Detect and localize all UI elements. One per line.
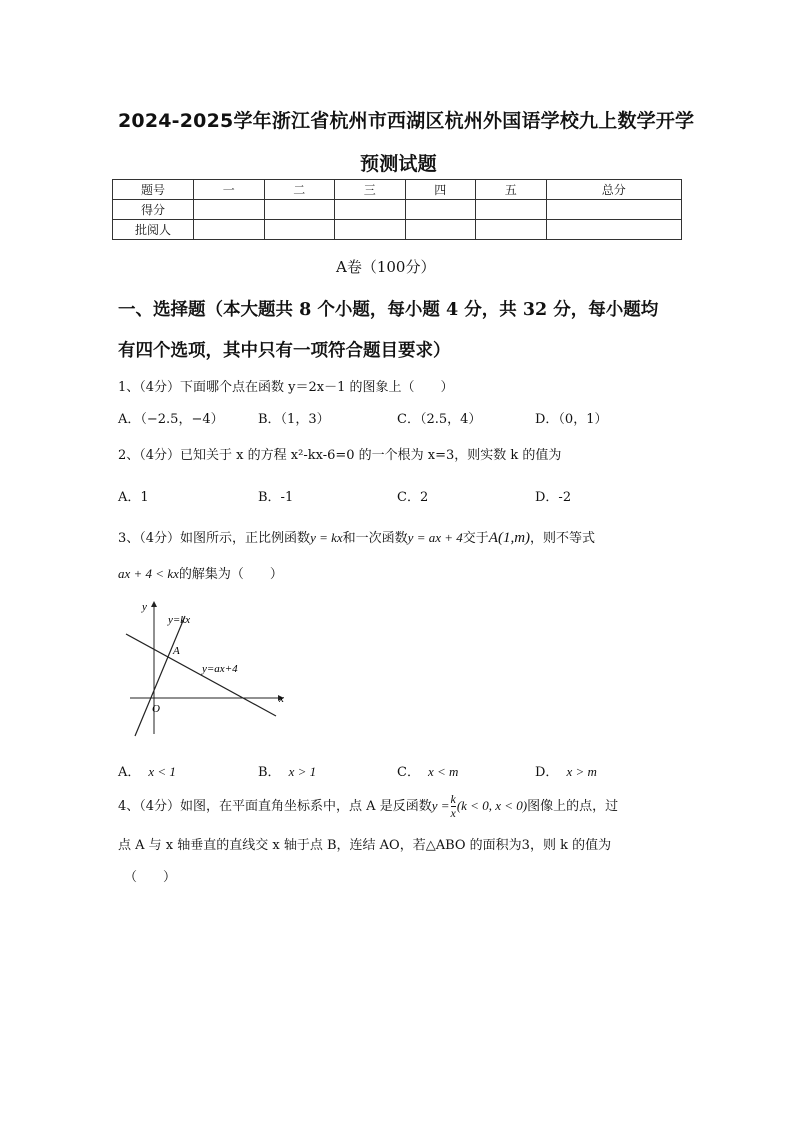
score-table-cell: 得分 xyxy=(113,200,194,220)
score-table-row xyxy=(113,200,682,220)
x-axis-label: x xyxy=(279,693,284,705)
origin-label: O xyxy=(152,703,160,715)
math-expression: x < m xyxy=(427,764,459,779)
math-expression: x < 1 xyxy=(148,764,176,779)
q1-option-b: B．（1，3） xyxy=(258,412,330,427)
question-text: 下面哪个点在函数 y＝2x－1 的图象上（ ） xyxy=(180,380,454,395)
part1-heading-line2: 有四个选项，其中只有一项符合题目要求） xyxy=(118,341,451,361)
math-expression: x > 1 xyxy=(288,764,317,779)
score-table-cell: 题号 xyxy=(113,180,194,200)
question-text: 已知关于 x 的方程 x²-kx-6=0 的一个根为 x=3，则实数 k 的值为 xyxy=(180,448,562,463)
score-cell xyxy=(335,220,406,240)
math-expression: A(1,m) xyxy=(488,530,531,546)
fraction: $\frac{k}{x}$ xyxy=(450,792,456,820)
question-1 xyxy=(118,376,454,395)
q2-option-a: A．1 xyxy=(118,490,149,505)
score-table-cell: 三 xyxy=(335,180,406,200)
q3-option-a: A． x < 1 xyxy=(118,764,176,780)
score-cell xyxy=(546,220,682,240)
score-cell xyxy=(194,200,265,220)
score-table-row xyxy=(113,220,682,240)
math-expression: y = kx xyxy=(310,530,343,545)
q1-option-a: A．（−2.5，−4） xyxy=(118,412,224,427)
line-y-kx xyxy=(135,616,185,736)
math-expression: ax + 4 < kx xyxy=(118,566,179,581)
q2-option-d: D．-2 xyxy=(535,490,572,505)
question-4 xyxy=(118,791,618,822)
score-table xyxy=(112,179,682,240)
function-graph xyxy=(118,596,298,741)
question-4-line2: 点 A 与 x 轴垂直的直线交 x 轴于点 B，连结 AO，若△ABO 的面积为3，则 k 的值为 xyxy=(118,838,612,853)
score-table-cell: 五 xyxy=(476,180,547,200)
q3-option-d: D． x > m xyxy=(535,764,597,780)
math-expression: y = ax + 4 xyxy=(407,530,463,545)
q1-option-d: D．（0，1） xyxy=(535,412,608,427)
score-cell xyxy=(405,220,476,240)
score-table-cell: 二 xyxy=(264,180,335,200)
line-kx-label: y=kx xyxy=(168,614,191,626)
score-table-cell: 批阅人 xyxy=(113,220,194,240)
question-text: 交于 xyxy=(462,531,489,546)
score-table-cell: 四 xyxy=(405,180,476,200)
line-ax4-label: y=ax+4 xyxy=(202,663,238,675)
math-expression: (k < 0, x < 0) xyxy=(456,798,528,813)
q3-option-b: B． x > 1 xyxy=(258,764,317,780)
question-text: 如图，在平面直角坐标系中，点 A 是反函数 xyxy=(180,799,432,814)
exam-title-line1: 2024-2025学年浙江省杭州市西湖区杭州外国语学校九上数学开学 xyxy=(118,110,695,132)
score-cell xyxy=(264,200,335,220)
y-axis-label: y xyxy=(142,601,147,613)
score-cell xyxy=(546,200,682,220)
score-cell xyxy=(405,200,476,220)
score-cell xyxy=(476,220,547,240)
q2-option-c: C．2 xyxy=(397,490,429,505)
score-cell xyxy=(476,200,547,220)
question-text: 和一次函数 xyxy=(342,531,408,546)
question-text: 如图所示，正比例函数 xyxy=(180,531,311,546)
section-a-heading: A卷（100分） xyxy=(336,258,436,276)
point-a-label: A xyxy=(173,645,180,657)
q2-option-b: B．-1 xyxy=(258,490,294,505)
question-text: ，则不等式 xyxy=(530,531,596,546)
question-text: 图像上的点，过 xyxy=(527,799,619,814)
score-table-cell: 一 xyxy=(194,180,265,200)
math-expression: y = xyxy=(431,798,450,813)
score-cell xyxy=(264,220,335,240)
q1-option-c: C．（2.5，4） xyxy=(397,412,482,427)
question-4-line3: （ ） xyxy=(124,870,177,885)
part1-heading-line1: 一、选择题（本大题共 8 个小题，每小题 4 分，共 32 分，每小题均 xyxy=(118,300,659,320)
question-number: 2、（4分） xyxy=(118,448,181,463)
score-table-cell: 总分 xyxy=(546,180,682,200)
score-cell xyxy=(335,200,406,220)
score-table-header-row xyxy=(113,180,682,200)
math-expression: x > m xyxy=(566,764,597,779)
score-cell xyxy=(194,220,265,240)
question-number: 4、（4分） xyxy=(118,799,181,814)
q3-option-c: C． x < m xyxy=(397,764,459,780)
question-3-line2 xyxy=(118,563,283,582)
question-3 xyxy=(118,527,595,547)
question-number: 3、（4分） xyxy=(118,531,181,546)
question-number: 1、（4分） xyxy=(118,380,181,395)
question-2 xyxy=(118,444,561,463)
exam-title-line2: 预测试题 xyxy=(360,153,437,175)
question-text: 的解集为（ ） xyxy=(178,567,283,582)
